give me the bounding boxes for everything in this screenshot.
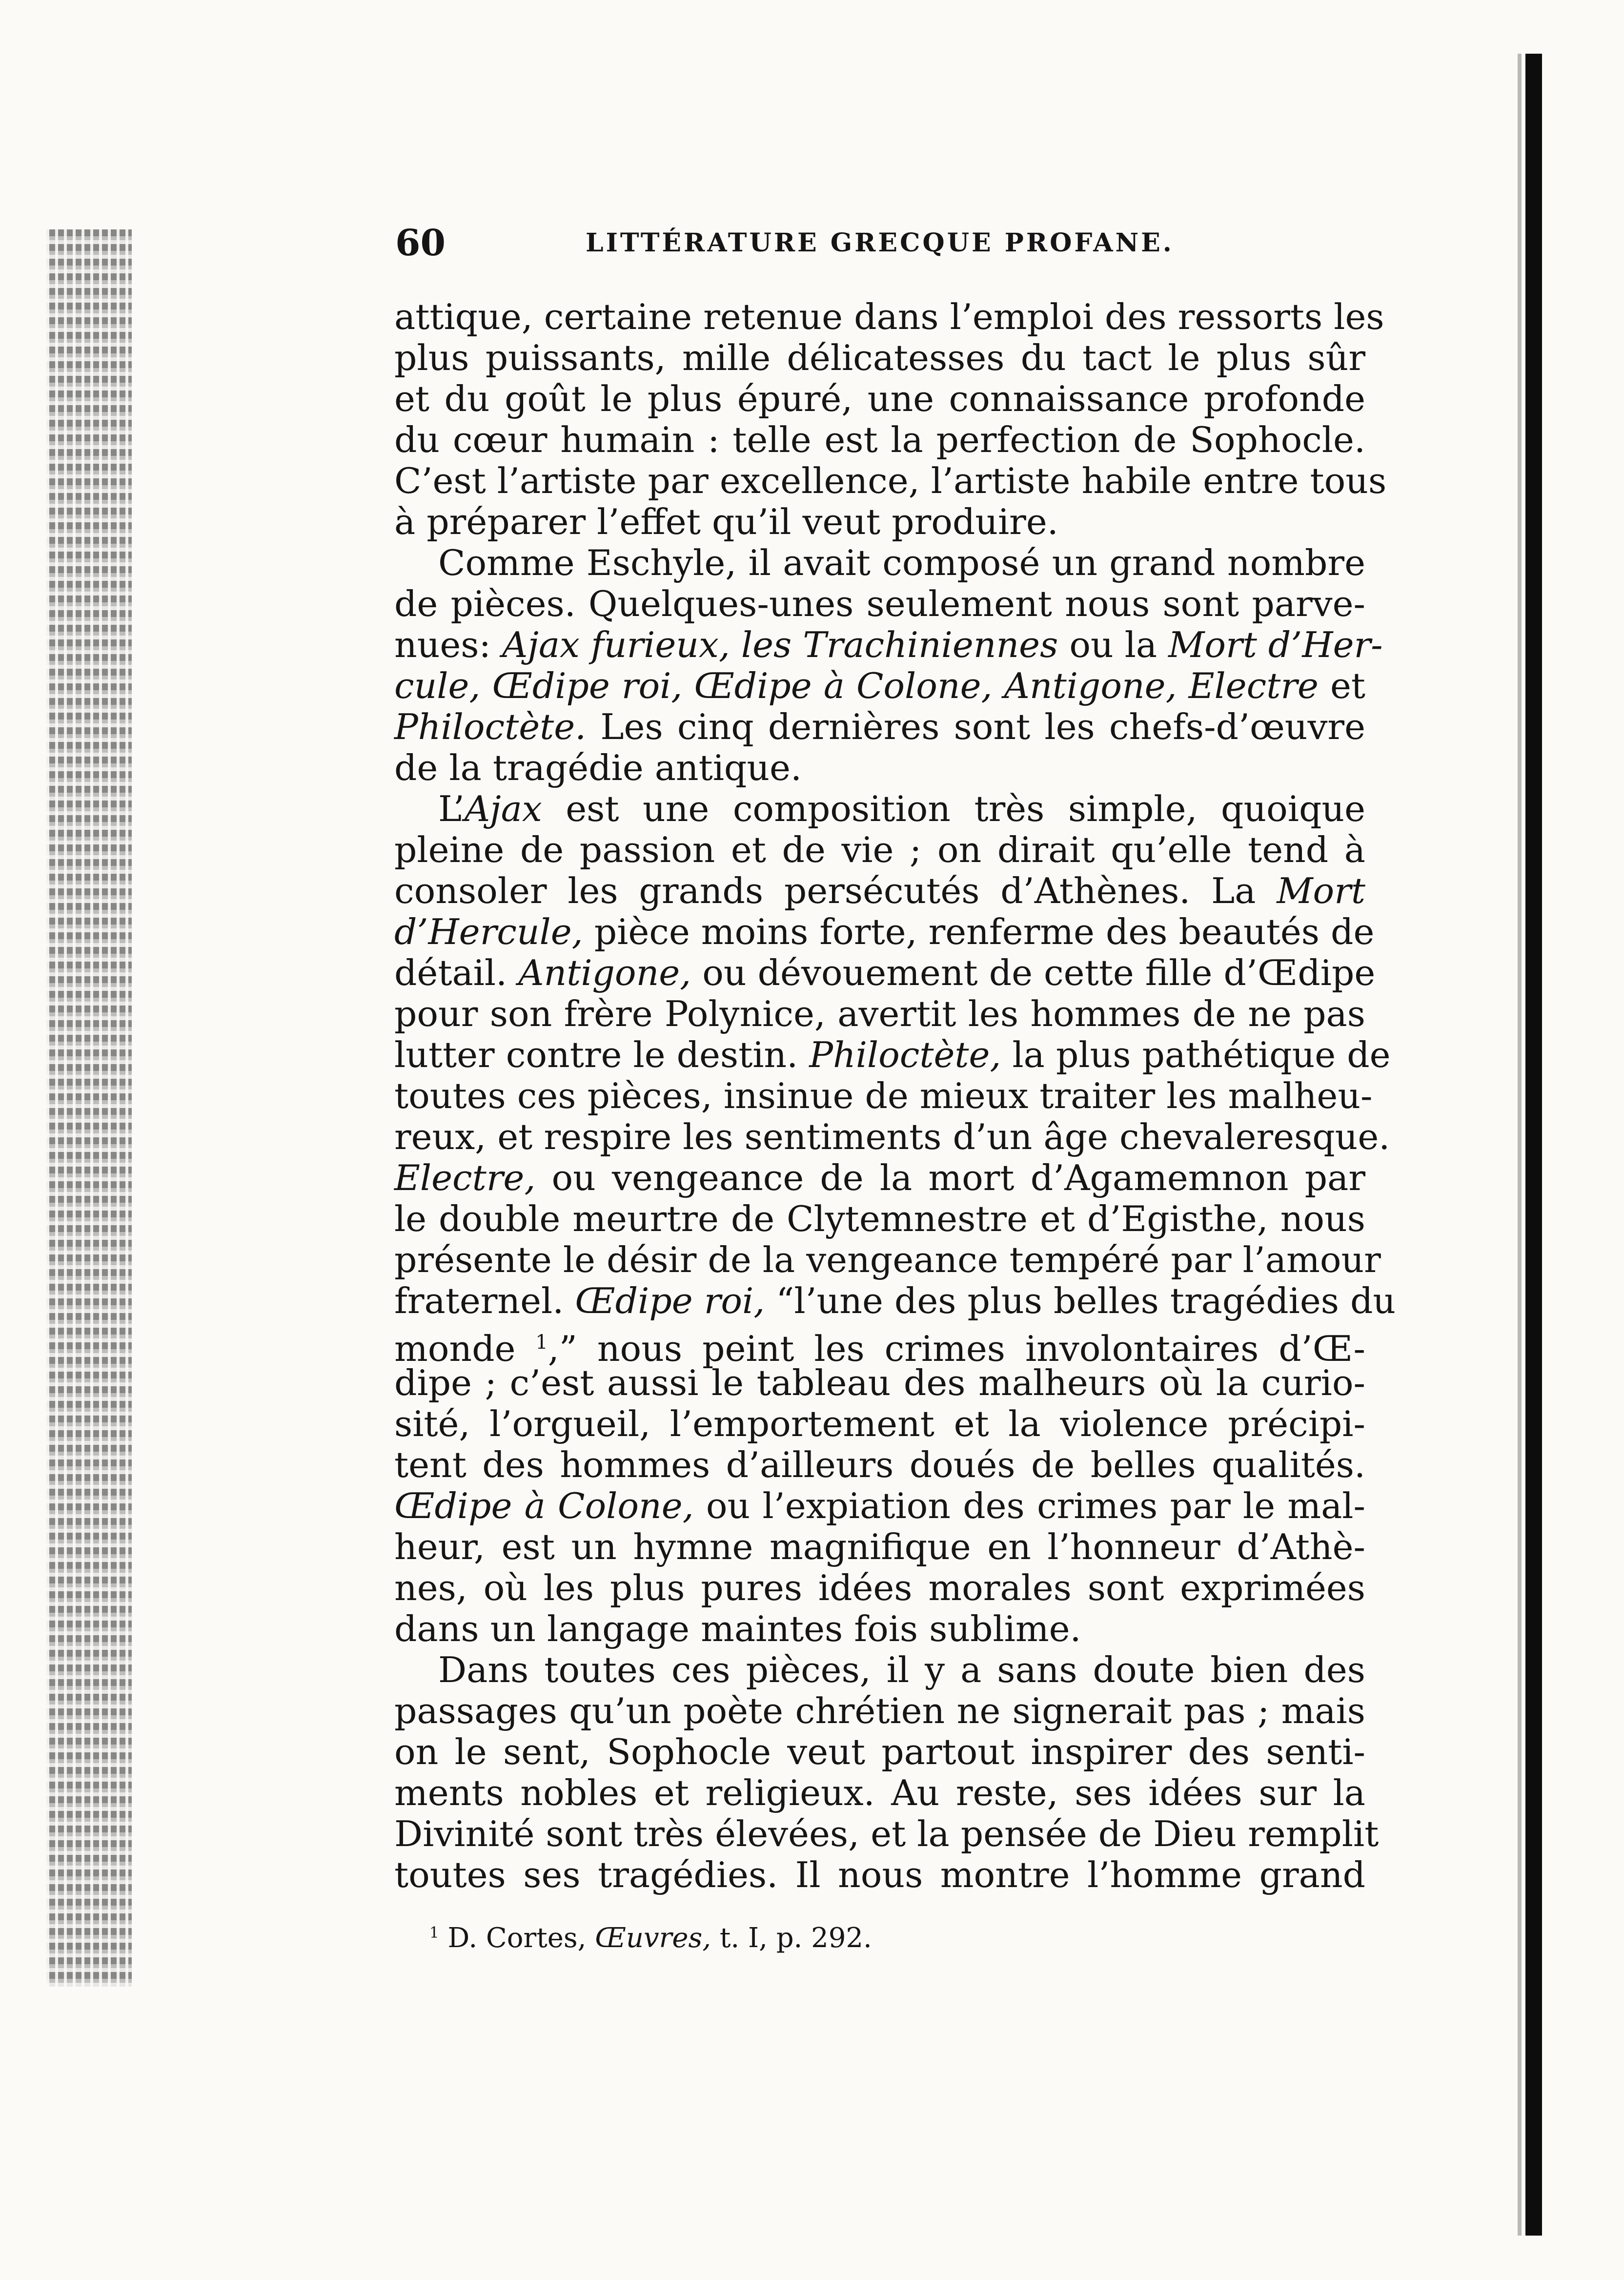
text-line: sité, l’orgueil, l’emportement et la violence précipi- bbox=[394, 1404, 1365, 1445]
footnote-author: D. Cortes, bbox=[439, 1922, 595, 1954]
text-line: présente le désir de la vengeance tempéré par l’amour bbox=[394, 1240, 1381, 1281]
text-line: on le sent, Sophocle veut partout inspirer des senti- bbox=[394, 1732, 1365, 1773]
text-line: fraternel. Œdipe roi, “l’une des plus belles tragédies du bbox=[394, 1281, 1396, 1322]
binding-edge-right bbox=[1518, 54, 1522, 2236]
text-line: pour son frère Polynice, avertit les hommes de ne pas bbox=[394, 994, 1365, 1035]
text-line: dipe ; c’est aussi le tableau des malheurs où la curio- bbox=[394, 1363, 1365, 1404]
text-line: dans un langage maintes fois sublime. bbox=[394, 1609, 1081, 1650]
text-line: toutes ces pièces, insinue de mieux traiter les malheu- bbox=[394, 1076, 1373, 1117]
page-header bbox=[390, 222, 1298, 276]
footnote-work: Œuvres, bbox=[595, 1922, 711, 1954]
text-line: le double meurtre de Clytemnestre et d’Egisthe, nous bbox=[394, 1199, 1365, 1240]
text-line: toutes ses tragédies. Il nous montre l’homme grand bbox=[394, 1855, 1365, 1896]
text-line: plus puissants, mille délicatesses du tact le plus sûr bbox=[394, 338, 1365, 379]
text-line: lutter contre le destin. Philoctète, la plus pathétique de bbox=[394, 1035, 1391, 1076]
text-line: nes, où les plus pures idées morales sont exprimées bbox=[394, 1568, 1365, 1609]
text-line: heur, est un hymne magnifique en l’honneur d’Athè- bbox=[394, 1527, 1365, 1568]
text-line: nues: Ajax furieux, les Trachiniennes ou la Mort d’Her- bbox=[394, 625, 1383, 666]
text-line: passages qu’un poète chrétien ne signerait pas ; mais bbox=[394, 1691, 1365, 1732]
text-line: Electre, ou vengeance de la mort d’Agamemnon par bbox=[394, 1158, 1365, 1199]
footnote-ref-text: t. I, p. 292. bbox=[711, 1922, 872, 1954]
footnote bbox=[429, 1922, 872, 1954]
text-line: Dans toutes ces pièces, il y a sans doute bien des bbox=[438, 1650, 1365, 1691]
text-line: C’est l’artiste par excellence, l’artiste habile entre tous bbox=[394, 461, 1387, 502]
text-line: ments nobles et religieux. Au reste, ses idées sur la bbox=[394, 1773, 1365, 1814]
footnote-marker: 1 bbox=[429, 1924, 439, 1942]
footnote-ref: 1 bbox=[535, 1331, 548, 1354]
text-line: d’Hercule, pièce moins forte, renferme des beautés de bbox=[394, 912, 1375, 953]
text-line: pleine de passion et de vie ; on dirait qu’elle tend à bbox=[394, 830, 1365, 871]
text-line: Comme Eschyle, il avait composé un grand nombre bbox=[438, 543, 1365, 584]
text-line: de la tragédie antique. bbox=[394, 748, 802, 789]
text-line: reux, et respire les sentiments d’un âge chevaleresque. bbox=[394, 1117, 1390, 1158]
text-line: tent des hommes d’ailleurs doués de belles qualités. bbox=[394, 1445, 1365, 1486]
binding-shadow-right bbox=[1525, 54, 1542, 2236]
text-line: Philoctète. Les cinq dernières sont les chefs-d’œuvre bbox=[394, 707, 1365, 748]
text-line: et du goût le plus épuré, une connaissance profonde bbox=[394, 379, 1365, 420]
text-line: de pièces. Quelques-unes seulement nous sont parve- bbox=[394, 584, 1365, 625]
text-line: cule, Œdipe roi, Œdipe à Colone, Antigone, Electre et bbox=[394, 666, 1365, 707]
text-line: Œdipe à Colone, ou l’expiation des crimes par le mal- bbox=[394, 1486, 1365, 1527]
text-line: du cœur humain : telle est la perfection de Sophocle. bbox=[394, 420, 1365, 461]
text-line: à préparer l’effet qu’il veut produire. bbox=[394, 502, 1058, 543]
text-line: monde $^1$,” nous peint les crimes involontaires d’Œ- bbox=[394, 1329, 1365, 1370]
running-title: LITTÉRATURE GRECQUE PROFANE. bbox=[586, 228, 1174, 258]
text-line: consoler les grands persécutés d’Athènes. La Mort bbox=[394, 871, 1365, 912]
page-number: 60 bbox=[395, 222, 446, 264]
binding-shadow-left bbox=[46, 229, 132, 1987]
text-line: attique, certaine retenue dans l’emploi des ressorts les bbox=[394, 297, 1384, 338]
text-line: Divinité sont très élevées, et la pensée de Dieu remplit bbox=[394, 1814, 1379, 1855]
body-text bbox=[394, 297, 1396, 1896]
text-line: L’Ajax est une composition très simple, quoique bbox=[438, 789, 1365, 830]
text-line: détail. Antigone, ou dévouement de cette fille d’Œdipe bbox=[394, 953, 1376, 994]
